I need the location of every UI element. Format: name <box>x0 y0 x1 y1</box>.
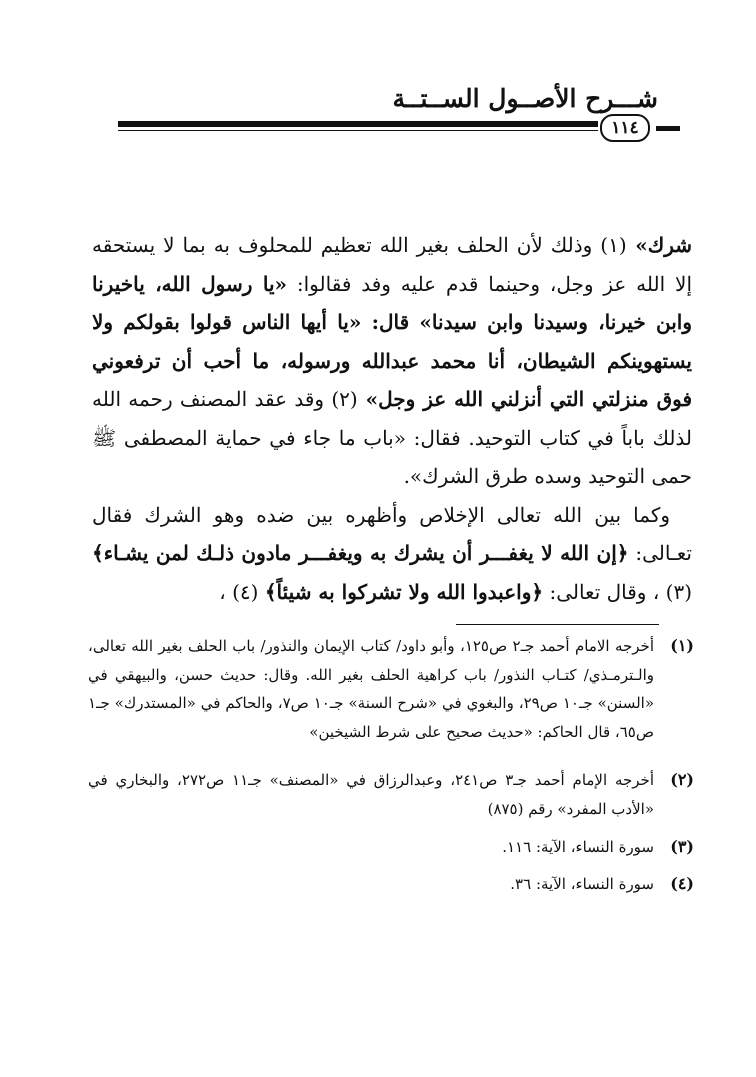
footnote-text: سورة النساء، الآية: ٣٦. <box>510 874 654 893</box>
footnote-separator <box>456 624 659 625</box>
quran-verse: ﴿واعبدوا الله ولا تشركوا به شيئاً﴾ <box>264 579 544 604</box>
footnote-number: (٣) <box>670 837 694 856</box>
footnote <box>88 833 694 862</box>
text-segment: وكما بين الله تعالى الإخلاص وأظهره بين ضده وهو الشرك فقال تعـالى: <box>92 502 692 565</box>
footnote-text: أخرجه الامام أحمد جـ٢ ص١٢٥، وأبو داود/ كتاب الإيمان والنذور/ باب الحلف بغير الله تعالى، والـترمـذي/ كتـاب النذور/ باب كراهية الحلف بغير الله. وقال: حديث حسن، والبيهقي في «السنن» جـ١٠ ص٢٩، والبغوي في «شرح السنة» جـ١٠ ص٧، والحاكم في «المستدرك» جـ١ ص٦٥، قال الحاكم: «حديث صحيح على شرط الشيخين» <box>88 637 655 741</box>
text-segment: (٤) ، <box>219 579 259 604</box>
header-rule-tail <box>656 126 680 131</box>
footnote <box>88 766 694 823</box>
footnote-number: (١) <box>670 636 694 655</box>
page-number-badge: ١١٤ <box>600 114 650 142</box>
footnote-number: (٢) <box>670 770 694 789</box>
header-rule-thin <box>118 130 598 131</box>
footnote-text: أخرجه الإمام أحمد جـ٣ ص٢٤١، وعبدالرزاق في «المصنف» جـ١١ ص٢٧٢، والبخاري في «الأدب المفرد» رقم (٨٧٥) <box>88 771 654 818</box>
paragraph <box>92 226 692 496</box>
main-text <box>92 226 692 611</box>
footnotes <box>88 630 694 898</box>
footnote <box>88 870 694 899</box>
running-header-title: شـــرح الأصــول الســتــة <box>392 84 658 113</box>
footnote-number: (٤) <box>670 873 694 893</box>
text-segment: (٣) ، وقال تعالى: <box>543 579 692 604</box>
hadith-quote: «يا رسول الله، ياخيرنا وابن خيرنا، وسيدنا وابن سيدنا» قال: «يا أيها الناس قولوا بقولكم ولا يستهوينكم الشيطان، أنا محمد عبدالله ورسوله، ما أحب أن ترفعوني فوق منزلتي التي أنزلني الله عز وجل» <box>92 271 692 411</box>
text-segment: شرك» <box>626 233 692 257</box>
header-rule <box>118 121 598 127</box>
text-segment: (٢) وقد عقد المصنف رحمه الله لذلك باباً في كتاب التوحيد. فقال: «باب ما جاء في حماية المصطفى ﷺ حمى التوحيد وسده طرق الشرك». <box>92 387 692 488</box>
paragraph <box>92 496 692 612</box>
text-segment: (١) وذلك لأن الحلف بغير الله تعظيم للمحلوف به بما لا يستحقه إلا الله عز وجل، وحينما قدم عليه وفد فقالوا: <box>92 233 692 296</box>
footnote-text: سورة النساء، الآية: ١١٦. <box>502 838 654 856</box>
footnote <box>88 632 694 746</box>
quran-verse: ﴿إن الله لا يغفـــر أن يشرك به ويغفـــر مادون ذلـك لمن يشـاء﴾ <box>92 541 629 565</box>
